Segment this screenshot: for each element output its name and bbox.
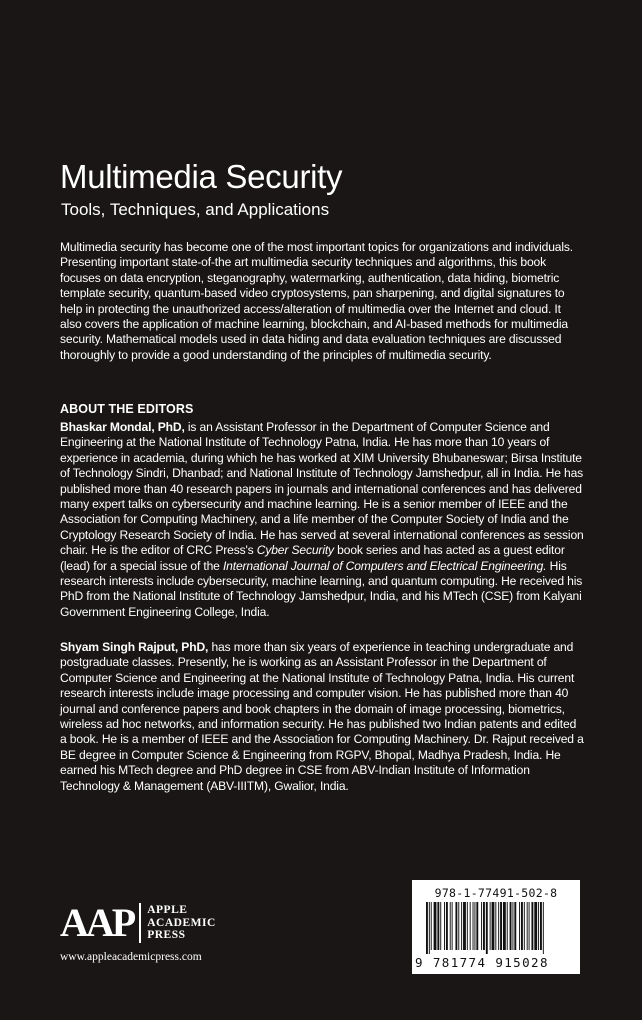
barcode-bar <box>500 902 502 950</box>
barcode-bars <box>424 902 570 954</box>
editor-bio-2-text <box>60 640 584 794</box>
barcode-bar <box>519 902 520 950</box>
barcode-bar <box>444 902 445 950</box>
isbn-number: 978-1-77491-502-8 <box>434 886 558 900</box>
editor-1-bio-part3: His research interests include cybersecurity, machine learning, and quantum computing. He received his PhD from the National Institute of Technology Jamshedpur, India, and his MTech (CSE) from Kalyani Government Engineering College, India. <box>60 558 583 619</box>
editor-2-name: Shyam Singh Rajput, PhD, <box>60 640 209 654</box>
barcode-bar <box>486 902 488 954</box>
barcode-bar <box>507 902 508 950</box>
series-title: Cyber Security <box>256 543 334 558</box>
barcode-bar <box>510 902 512 950</box>
book-title: Multimedia Security <box>60 158 343 195</box>
barcode-bar <box>514 902 516 950</box>
aap-logo-mark: AAP <box>60 900 134 945</box>
barcode-bar <box>483 902 485 950</box>
editor-1-bio-part2: book series and has acted as a guest editor (lead) for a special issue of the <box>60 543 565 573</box>
barcode-bar <box>434 902 437 950</box>
barcode-bar <box>440 902 441 950</box>
publisher-website: www.appleacademicpress.com <box>60 951 202 963</box>
barcode-bar <box>490 902 491 950</box>
book-description <box>60 240 584 363</box>
editor-2-bio: has more than six years of experience in teaching undergraduate and postgraduate classes. Presently, he is working as an Assistant Professor in the Department of Computer Science and Engineering at the National Institute of Technology Patna, India. His current research interests include image processing and computer vision. He has published more than 40 journal and conference papers and book chapters in the domain of image processing, biometrics, wireless ad hoc networks, and information security. He has published two Indian patents and edited a book. He is a member of IEEE and the Association for Computing Machinery. Dr. Rajput received a BE degree in Computer Science & Engineering from RGPV, Bhopal, Madhya Pradesh, India. He earned his MTech degree and PhD degree in CSE from ABV-Indian Institute of Information Technology & Management (ABV-IIITM), Gwalior, India. <box>60 640 584 793</box>
barcode-bar <box>538 902 539 950</box>
barcode-bar <box>437 902 439 950</box>
barcode-bar <box>543 902 544 954</box>
barcode-bar <box>529 902 530 950</box>
editor-1-bio-part1: is an Assistant Professor in the Department of Computer Science and Engineering at the National Institute of Technology Patna, India. He has more than 10 years of experience in academia, during which he has worked at XIM University Bhubaneswar; Birsa Institute of Technology Sindri, Dhanbad; and National Institute of Technology Jamshedpur, all in India. He has published more than 40 research papers in journals and international conferences and has delivered many expert talks on cybersecurity and machine learning. He is a senior member of IEEE and the Association for Computing Machinery, and a life member of the Computer Society of India and the Cryptology Research Society of India. He has served at several international conferences as session chair. He is the editor of CRC Press's <box>60 420 584 558</box>
publisher-name-line3: PRESS <box>147 929 186 942</box>
barcode-bar <box>498 902 499 950</box>
barcode-bar <box>446 902 448 950</box>
editor-bio-1-text <box>60 420 584 620</box>
barcode-bar <box>503 902 506 950</box>
barcode-bar <box>495 902 496 950</box>
barcode-bar <box>534 902 537 950</box>
publisher-name-line2: ACADEMIC <box>147 916 216 929</box>
editor-1-name: Bhaskar Mondal, PhD, <box>60 420 185 434</box>
barcode-bar <box>470 902 471 950</box>
description-text: Multimedia security has become one of the most important topics for organizations and individuals. Presenting important state-of-the art multimedia security techniques and algorithms, this book focuses on data encryption, steganography, watermarking, authentication, data hiding, biometric template security, quantum-based video cryptosystems, pan sharpening, and digital signatures to help in protecting the unauthorized access/alteration of multimedia over the Internet and cloud. It also covers the application of machine learning, blockchain, and AI-based methods for multimedia security. Mathematical models used in data hiding and data evaluation techniques are discussed thoroughly to provide a good understanding of the principles of multimedia security. <box>60 240 573 362</box>
ean-digits: 9 781774 915028 <box>415 955 549 970</box>
barcode-bar <box>521 902 523 950</box>
publisher-name <box>147 904 216 942</box>
about-editors-heading: ABOUT THE EDITORS <box>60 402 194 416</box>
publisher-logo <box>60 900 216 945</box>
barcode-bar <box>527 902 528 950</box>
barcode-bar <box>461 902 462 950</box>
barcode-bar <box>492 902 495 950</box>
barcode-bar <box>512 902 513 950</box>
barcode-bar <box>429 902 430 954</box>
barcode-bar <box>467 902 468 950</box>
editor-bio-1 <box>60 420 584 620</box>
isbn-barcode <box>412 880 580 974</box>
barcode-bar <box>450 902 451 950</box>
barcode-bar <box>481 902 482 950</box>
barcode-bar <box>524 902 525 950</box>
book-subtitle: Tools, Techniques, and Applications <box>61 200 330 219</box>
barcode-bar <box>431 902 432 950</box>
barcode-bar <box>531 902 533 950</box>
logo-divider <box>139 903 141 943</box>
barcode-bar <box>452 902 453 950</box>
barcode-bar <box>455 902 457 950</box>
barcode-bar <box>540 902 542 950</box>
journal-title: International Journal of Computers and Electrical Engineering. <box>222 558 547 573</box>
barcode-bar <box>458 902 459 950</box>
publisher-name-line1: APPLE <box>147 904 188 917</box>
barcode-bar <box>463 902 466 950</box>
barcode-bar <box>426 902 428 954</box>
barcode-bar <box>473 902 474 950</box>
barcode-bar <box>476 902 478 950</box>
editor-bio-2 <box>60 640 584 794</box>
barcode-bar <box>474 902 475 950</box>
